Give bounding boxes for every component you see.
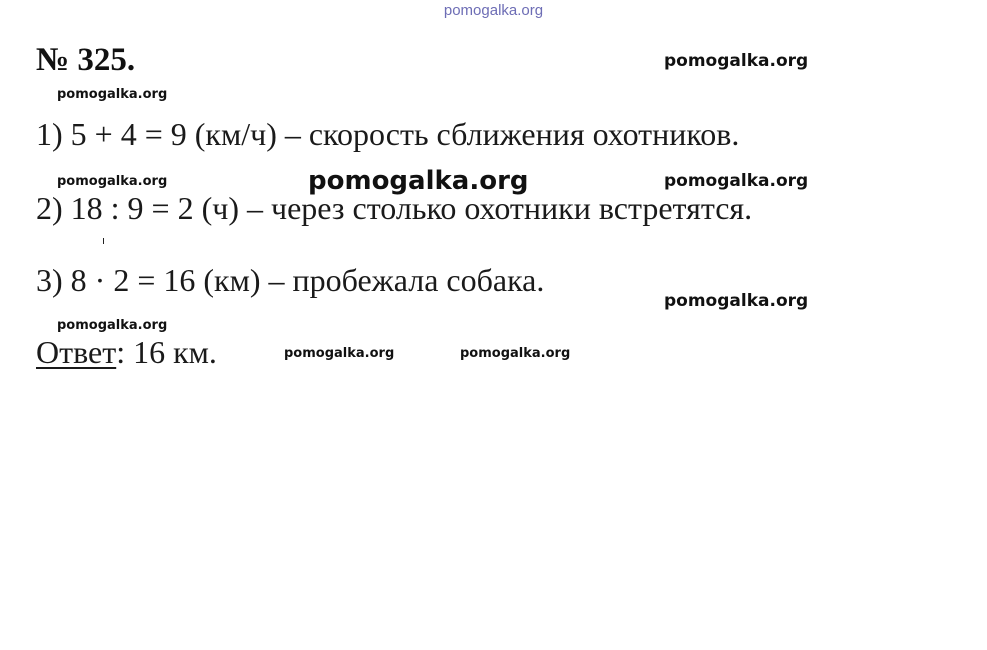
watermark-label: pomogalka.org [57,174,168,189]
answer-line [36,334,217,371]
solution-step-2: 2) 18 : 9 = 2 (ч) – через столько охотники встретятся. [36,190,753,226]
watermark-label: pomogalka.org [57,87,168,102]
watermark-label: pomogalka.org [664,51,809,71]
watermark-label: pomogalka.org [664,291,809,311]
answer-label: Ответ [36,334,117,370]
watermark-label: pomogalka.org [460,346,571,361]
answer-value: : 16 км. [116,334,217,370]
stray-mark [103,238,104,244]
watermark-label: pomogalka.org [664,171,809,191]
solution-step-3: 3) 8 · 2 = 16 (км) – пробежала собака. [36,262,545,298]
watermark-label: pomogalka.org [284,346,395,361]
watermark-label: pomogalka.org [57,318,168,333]
problem-number: № 325. [36,42,136,78]
solution-step-1: 1) 5 + 4 = 9 (км/ч) – скорость сближения охотников. [36,116,740,152]
top-watermark[interactable]: pomogalka.org [443,2,544,19]
watermark-label: pomogalka.org [308,166,529,196]
